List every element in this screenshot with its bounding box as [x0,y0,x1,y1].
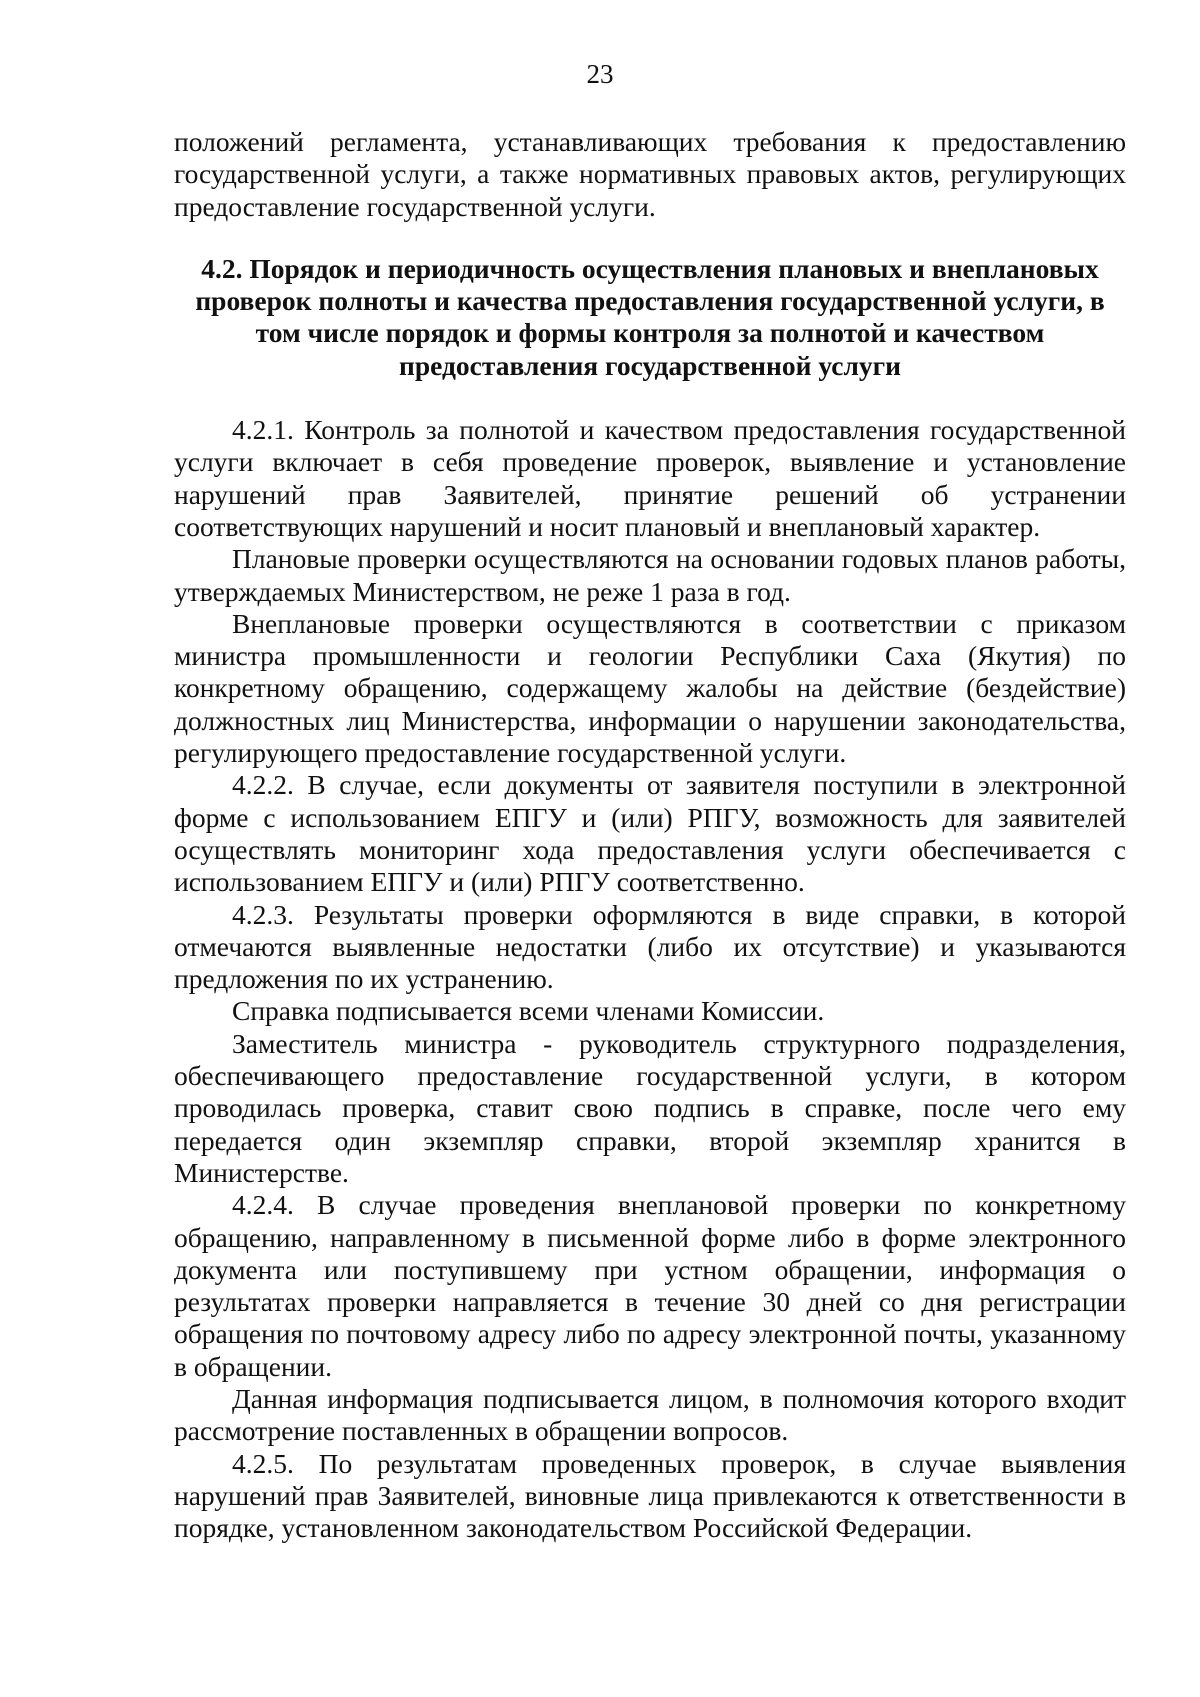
paragraph-unplanned-checks: Внеплановые проверки осуществляются в соответствии с приказом министра промышленности и геологии Республики Саха (Якутия) по конкретному обращению, содержащему жалобы на действие (бездействие) должностных лиц Министерства, информации о нарушении законодательства, регулирующего предоставление государственной услуги. [174,607,1126,769]
intro-paragraph: положений регламента, устанавливающих требования к предоставлению государственной услуги, а также нормативных правовых актов, регулирующих предоставление государственной услуги. [174,126,1126,222]
page-number: 23 [586,59,614,89]
paragraph-planned-checks: Плановые проверки осуществляются на основании годовых планов работы, утверждаемых Министерством, не реже 1 раза в год. [174,543,1126,607]
document-body [174,126,1126,1544]
section-heading: 4.2. Порядок и периодичность осуществления плановых и внеплановых проверок полноты и качества предоставления государственной услуги, в том числе порядок и формы контроля за полнотой и качеством предоставления государственной услуги [195,252,1105,381]
paragraph-information-signed: Данная информация подписывается лицом, в полномочия которого входит рассмотрение поставленных в обращении вопросов. [174,1382,1126,1447]
paragraph-4-2-4: 4.2.4. В случае проведения внеплановой проверки по конкретному обращению, направленному в письменной форме либо в форме электронного документа или поступившему при устном обращении, информация о результатах проверки направляется в течение 30 дней со дня регистрации обращения по почтовому адресу либо по адресу электронной почты, указанному в обращении. [174,1189,1126,1382]
paragraph-4-2-5: 4.2.5. По результатам проведенных проверок, в случае выявления нарушений прав Заявителей, виновные лица привлекаются к ответственности в порядке, установленном законодательством Российской Федерации. [174,1447,1126,1544]
paragraph-4-2-2: 4.2.2. В случае, если документы от заявителя поступили в электронной форме с использованием ЕПГУ и (или) РПГУ, возможность для заявителей осуществлять мониторинг хода предоставления услуги обеспечивается с использованием ЕПГУ и (или) РПГУ соответственно. [174,769,1126,898]
paragraph-4-2-3: 4.2.3. Результаты проверки оформляются в виде справки, в которой отмечаются выявленные недостатки (либо их отсутствие) и указываются предложения по их устранению. [174,898,1126,995]
paragraph-deputy-minister: Заместитель министра - руководитель структурного подразделения, обеспечивающего предоставление государственной услуги, в котором проводилась проверка, ставит свою подпись в справке, после чего ему передается один экземпляр справки, второй экземпляр хранится в Министерстве. [174,1027,1126,1188]
paragraph-certificate-signed: Справка подписывается всеми членами Комиссии. [232,995,825,1027]
paragraph-4-2-1: 4.2.1. Контроль за полнотой и качеством предоставления государственной услуги включает в себя проведение проверок, выявление и установление нарушений прав Заявителей, принятие решений об устранении соответствующих нарушений и носит плановый и внеплановый характер. [174,414,1126,542]
